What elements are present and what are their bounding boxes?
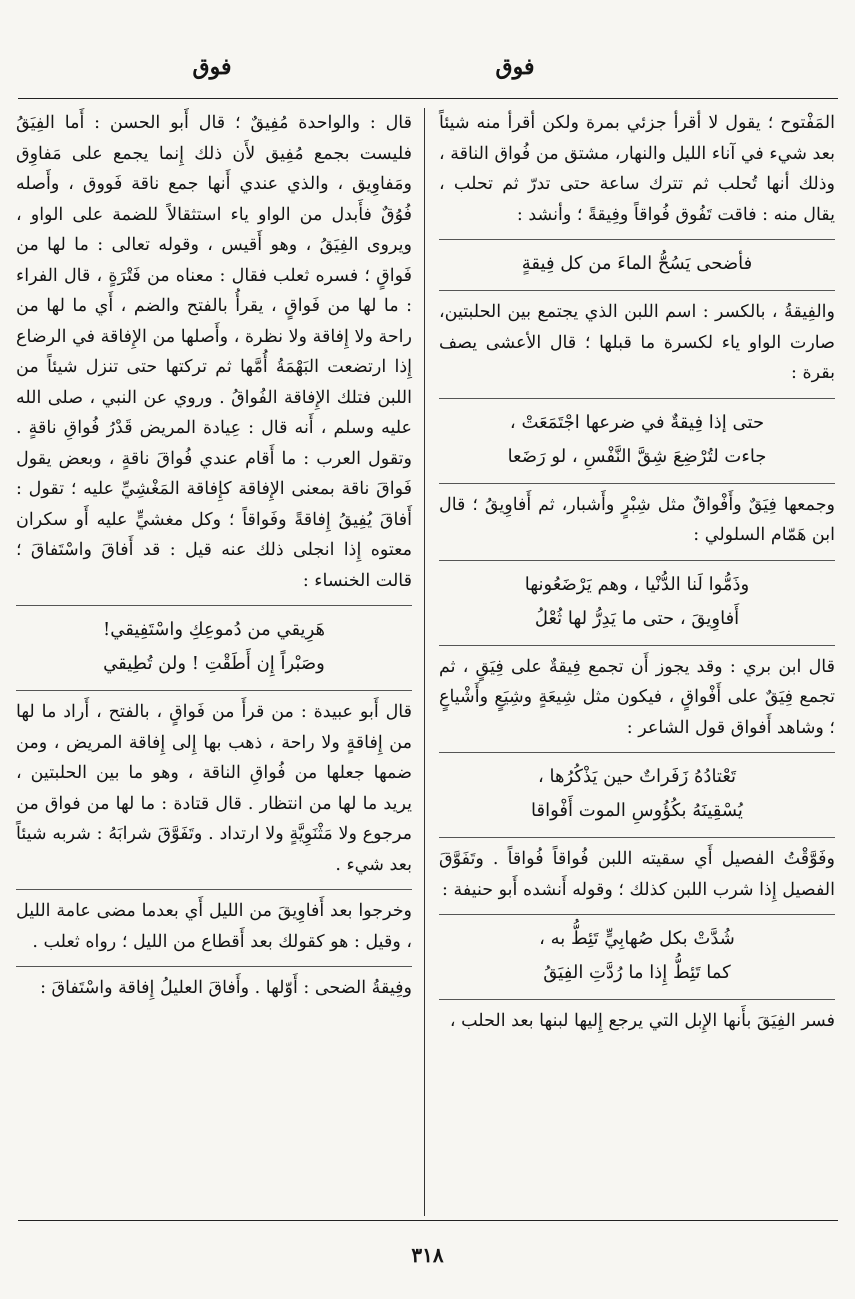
right-verse-2 (439, 406, 835, 474)
verse-line: يُسْقِينَهُ بكُؤُوسِ الموت أَفْواقا (531, 800, 743, 821)
left-verse-1 (16, 613, 412, 681)
separator (439, 837, 835, 838)
column-divider (424, 108, 425, 1216)
right-paragraph-3: وجمعها فِيَقٌ وأَفْواقٌ مثل شِبْرٍ وأَشبار، ثم أَفاوِيقُ ؛ قال ابن هَمّام السلولي : (439, 494, 835, 545)
right-paragraph-5: وفَوَّقْتُ الفصيل أَي سقيته اللبن فُواقاً فُواقاً . وتَفَوَّقَ الفصيل إِذا شرب اللبن كذلك ؛ وقوله أَنشده أَبو حنيفة : (439, 849, 835, 900)
right-paragraph-4: قال ابن بري : وقد يجوز أَن تجمع فِيقةٌ على فِيَقٍ ، ثم تجمع فِيَقٌ على أَفْواقٍ ، فيكون مثل شِيعَةٍ وشِيَعٍ وأَشْياعٍ ؛ وشاهد أَفواق قول الشاعر : (439, 656, 835, 738)
separator (16, 966, 412, 967)
verse-line: فأضحى يَسُحُّ الماءَ من كل فِيقةٍ (521, 253, 753, 274)
right-verse-3 (439, 568, 835, 636)
verse-line: تَعْتادُهُ زَفَراتٌ حين يَذْكُرُها ، (537, 766, 737, 787)
header-left: فوق (192, 54, 232, 80)
right-verse-5 (439, 922, 835, 990)
separator (439, 290, 835, 291)
right-paragraph-2: والفِيقةُ ، بالكسر : اسم اللبن الذي يجتمع بين الحلبتين، صارت الواو ياء لكسرة ما قبلها ؛ قال الأعشى يصف بقرة : (439, 302, 835, 383)
header-right: فوق (495, 54, 535, 80)
right-paragraph-1: المَفْتوح ؛ يقول لا أقرأ جزئي بمرة ولكن أقرأ منه شيئاً بعد شيء في آناء الليل والنهار، مشتق من فُواق الناقة ، وذلك أنها تُحلب ثم تترك ساعة حتى تدرّ ثم تحلب ، يقال منه : فاقت تَفُوق فُواقاً وفِيقةً ؛ وأنشد : (439, 113, 835, 225)
bottom-rule (18, 1220, 838, 1221)
separator (439, 752, 835, 753)
separator (439, 999, 835, 1000)
verse-line: وذَمُّوا لَنا الدُّنْيا ، وهم يَرْضَعُونها (524, 573, 750, 595)
verse-line: أَفاوِيقَ ، حتى ما يَدِرُّ لها ثُعْلُ (534, 607, 740, 629)
page-number: ٣١٨ (411, 1243, 444, 1267)
separator (439, 560, 835, 561)
right-paragraph-6: فسر الفِيَقَ بأَنها الإِبل التي يرجع إِليها لبنها بعد الحلب ، (449, 1011, 835, 1031)
separator (16, 889, 412, 890)
verse-line: شُدَّتْ بكل صُهابِيٍّ تَئِطُّ به ، (539, 928, 735, 949)
separator (16, 690, 412, 691)
left-paragraph-4: وفِيقةُ الضحى : أَوّلها . وأَفاقَ العليلُ إِفاقة واسْتَفاقَ : (40, 978, 412, 998)
verse-line: هَرِيقي من دُموعِكِ واسْتَفِيقي! (102, 619, 325, 640)
right-verse-1 (439, 247, 835, 281)
left-paragraph-2: قال أَبو عبيدة : من قرأَ من فَواقٍ ، بالفتح ، أَراد ما لها من إِفاقةٍ ولا راحة ، ذهب بها إِلى إِفاقة المريض ، ومن ضمها جعلها من فُواقِ الناقة ، وهو ما بين الحلبتين ، يريد ما لها من انتظار . قال قتادة : ما لها من فواق من مرجوع ولا مَثْنَوِيَّةٍ ولا ارتداد . وتَفَوَّقَ شرابَهُ : شربه شيئاً بعد شيء . (16, 702, 412, 875)
separator (439, 914, 835, 915)
right-verse-4 (439, 760, 835, 828)
left-column (16, 108, 412, 1004)
separator (439, 483, 835, 484)
separator (16, 605, 412, 606)
verse-line: وصَبْراً إِن أَطَقْتِ ! ولن تُطِيقي (103, 653, 325, 674)
separator (439, 239, 835, 240)
verse-line: حتى إذا فِيقةٌ في ضرعها اجْتَمَعَتْ ، (509, 411, 765, 433)
separator (439, 398, 835, 399)
left-paragraph-1: قال : والواحدة مُفِيقٌ ؛ قال أَبو الحسن : أَما الفِيَقُ فليست بجمع مُفِيق لأَن ذلك إِنما يجمع على مَفاوِق ومَفاوِيق ، والذي عندي أَنها جمع ناقة فَووق ، وأَصله فُوُقٌ فأَبدل من الواو ياء استثقالاً للضمة على الواو ، ويروى الفِيَقُ ، وهو أَقيس ، وقوله تعالى : ما لها من فَواقٍ ؛ فسره ثعلب فقال : معناه من فَتْرَةٍ ، قال الفراء : ما لها من فَواقٍ ، يقرأُ بالفتح والضم ، أَي ما لها من راحة ولا إِفاقة ولا نظرة ، وأَصلها من الإِفاقة في الرضاع إِذا ارتضعت البَهْمَةُ أُمَّها ثم تركتها حتى تنزل شيئاً من اللبن فتلك الإِفاقة الفُواقُ . وروي عن النبي ، صلى الله عليه وسلم ، أَنه قال : عِيادة المريض قَدْرُ فُواقِ ناقةٍ . وتقول العرب : ما أَقام عندي فُواقَ ناقةٍ ، وبعض يقول فَواقَ ناقة بمعنى الإِفاقة كإِفاقة المَغْشِيِّ عليه ؛ تقول : أَفاقَ يُفِيقُ إِفاقةً وفَواقاً ؛ وكل مغشيٍّ عليه أَو سكران معتوه إِذا انجلى ذلك عنه قيل : قد أَفاقَ واسْتَفاقَ ؛ قالت الخنساء : (16, 113, 412, 591)
verse-line: جاءت لتُرْضِعَ شِقَّ النَّفْسِ ، لو رَضَعا (507, 445, 767, 467)
right-column (439, 108, 835, 1037)
separator (439, 645, 835, 646)
verse-line: كما تَئِطُّ إِذا ما رُدَّتِ الفِيَقُ (543, 962, 731, 983)
top-rule (18, 98, 838, 99)
left-paragraph-3: وخرجوا بعد أَفاوِيقَ من الليل أَي بعدما مضى عامة الليل ، وقيل : هو كقولك بعد أَقطاع من الليل ؛ رواه ثعلب . (16, 901, 412, 952)
